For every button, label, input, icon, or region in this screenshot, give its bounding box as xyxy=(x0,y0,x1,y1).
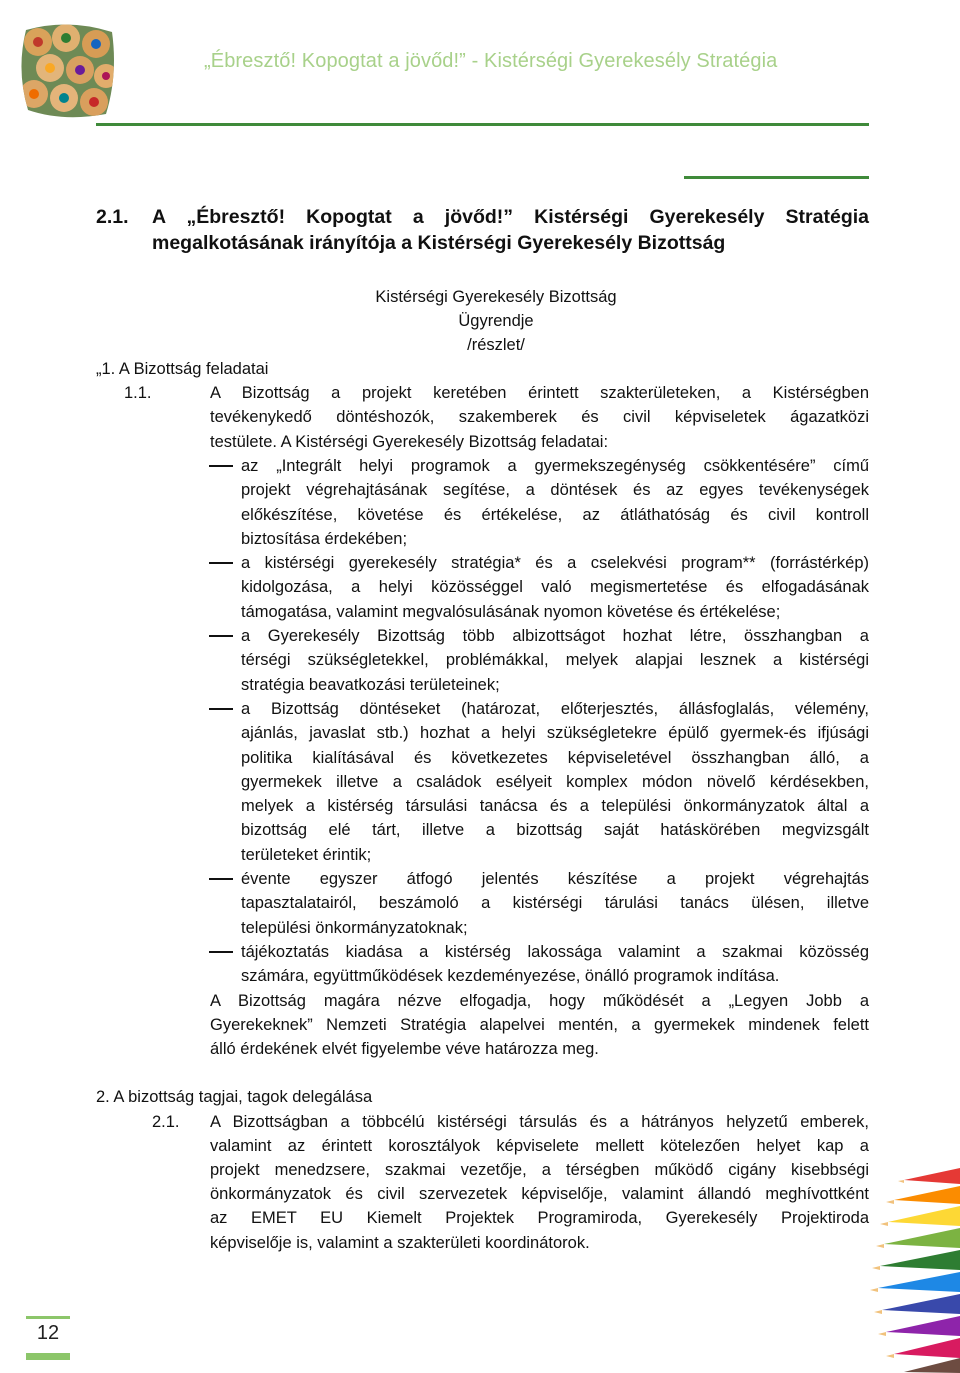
page-number: 12 xyxy=(36,1322,60,1344)
doc-title-line-1: Kistérségi Gyerekesély Bizottság xyxy=(375,288,617,306)
colored-pencils-icon xyxy=(864,1160,960,1373)
bullet-line: projekt végrehajtásának segítése, a döntések és az egyes tevékenységek xyxy=(241,481,869,499)
part2-para-line: valamint az érintett korosztályok képviselete mellett kötelezően helyet kap a xyxy=(210,1137,869,1155)
bullet-line: előkészítése, követése és értékelése, az átláthatóság és civil kontroll xyxy=(241,506,869,524)
bullet-line: az „Integrált helyi programok a gyermekszegénység csökkentésére” című xyxy=(241,457,869,475)
dash-bullet-icon xyxy=(209,562,233,564)
section-number: 2.1. xyxy=(96,206,129,228)
bullet-line: stratégia beavatkozási területeinek; xyxy=(241,676,500,694)
part2-para-line: projekt menedzsere, szakmai vezetője, a térségben működő cigány kisebbségi xyxy=(210,1161,869,1179)
part2-para-line: az EMET EU Kiemelt Projektek Programiroda, Gyerekesély Projektiroda xyxy=(210,1209,869,1227)
bullet-line: évente egyszer átfogó jelentés készítése a projekt végrehajtás xyxy=(241,870,869,888)
bullet-line: a Bizottság döntéseket (határozat, előterjesztés, állásfoglalás, vélemény, xyxy=(241,700,869,718)
section-title-line-2: megalkotásának irányítója a Kistérségi Gyerekesély Bizottság xyxy=(152,232,726,254)
part1-sub-number: 1.1. xyxy=(124,384,152,402)
bullet-line: tapasztalatairól, beszámoló a kistérségi tárulási tanács ülésen, illetve xyxy=(241,894,869,912)
part2-sub-number: 2.1. xyxy=(152,1113,180,1131)
bullet-line: a kistérségi gyerekesély stratégia* és a cselekvési program** (forrástérkép) xyxy=(241,554,869,572)
part2-para-line: önkormányzatok és civil szervezetek képviselője, valamint állandó meghívottként xyxy=(210,1185,869,1203)
bullet-line: számára, együttműködések kezdeményezése, önálló programok indítása. xyxy=(241,967,780,985)
bullet-line: ajánlás, javaslat stb.) hozhat a helyi szükségletekre épülő gyermek-és ifjúsági xyxy=(241,724,869,742)
part1-closing-line: álló érdekének elvét figyelembe véve határozza meg. xyxy=(210,1040,599,1058)
bullet-line: a Gyerekesély Bizottság több albizottságot hozhat létre, összhangban a xyxy=(241,627,869,645)
colored-pencils-icon xyxy=(18,20,118,120)
doc-title-line-2: Ügyrendje xyxy=(458,312,534,330)
part1-closing-line: Gyerekeknek” Nemzeti Stratégia alapelvei mentén, a gyermekek mindenek felett xyxy=(210,1016,869,1034)
part1-heading: „1. A Bizottság feladatai xyxy=(96,360,269,378)
part2-para-line: A Bizottságban a többcélú kistérségi társulás és a hátrányos helyzetű emberek, xyxy=(210,1113,869,1131)
header-title: „Ébresztő! Kopogtat a jövőd!” - Kistérségi Gyerekesély Stratégia xyxy=(204,50,778,72)
bullet-line: támogatása, valamint megvalósulásának nyomon követése és értékelése; xyxy=(241,603,781,621)
dash-bullet-icon xyxy=(209,465,233,467)
section-title-line-1: A „Ébresztő! Kopogtat a jövőd!” Kistérségi Gyerekesély Stratégia xyxy=(152,206,869,228)
bullet-line: tájékoztatás kiadása a kistérség lakossága valamint a szakmai közösség xyxy=(241,943,869,961)
page-number-top-bar xyxy=(26,1316,70,1319)
part1-para-line: A Bizottság a projekt keretében érintett szakterületeken, a Kistérségben xyxy=(210,384,869,402)
part2-heading: 2. A bizottság tagjai, tagok delegálása xyxy=(96,1088,373,1106)
dash-bullet-icon xyxy=(209,878,233,880)
header-divider xyxy=(96,123,869,126)
bullet-line: területeket érintik; xyxy=(241,846,372,864)
part1-para-line: testülete. A Kistérségi Gyerekesély Bizottság feladatai: xyxy=(210,433,609,451)
dash-bullet-icon xyxy=(209,951,233,953)
dash-bullet-icon xyxy=(209,635,233,637)
bullet-line: bizottság elé tárt, illetve a bizottság saját hatáskörében megvizsgált xyxy=(241,821,869,839)
page-number-bottom-bar xyxy=(26,1353,70,1360)
doc-title-line-3: /részlet/ xyxy=(467,336,525,354)
section-divider xyxy=(684,176,869,179)
bullet-line: települési önkormányzatoknak; xyxy=(241,919,468,937)
bullet-line: melyek a kistérség társulási tanácsa és a települési önkormányzatok által a xyxy=(241,797,869,815)
part1-closing-line: A Bizottság magára nézve elfogadja, hogy működését a „Legyen Jobb a xyxy=(210,992,869,1010)
bullet-line: térségi szükségletekkel, problémákkal, melyek alapjai lesznek a kistérségi xyxy=(241,651,869,669)
part1-para-line: tevékenykedő döntéshozók, szakemberek és civil képviseletek ágazatközi xyxy=(210,408,869,426)
bullet-line: kidolgozása, a helyi közösséggel való megismertetése és elfogadásának xyxy=(241,578,869,596)
bullet-line: gyermekek illetve a családok esélyeit komplex módon növelő kérdésekben, xyxy=(241,773,869,791)
bullet-line: politika kialításával és következetes képviseletével összhangban álló, a xyxy=(241,749,869,767)
part2-para-line: képviselője is, valamint a szakterületi koordinátorok. xyxy=(210,1234,590,1252)
bullet-line: biztosítása érdekében; xyxy=(241,530,408,548)
dash-bullet-icon xyxy=(209,708,233,710)
